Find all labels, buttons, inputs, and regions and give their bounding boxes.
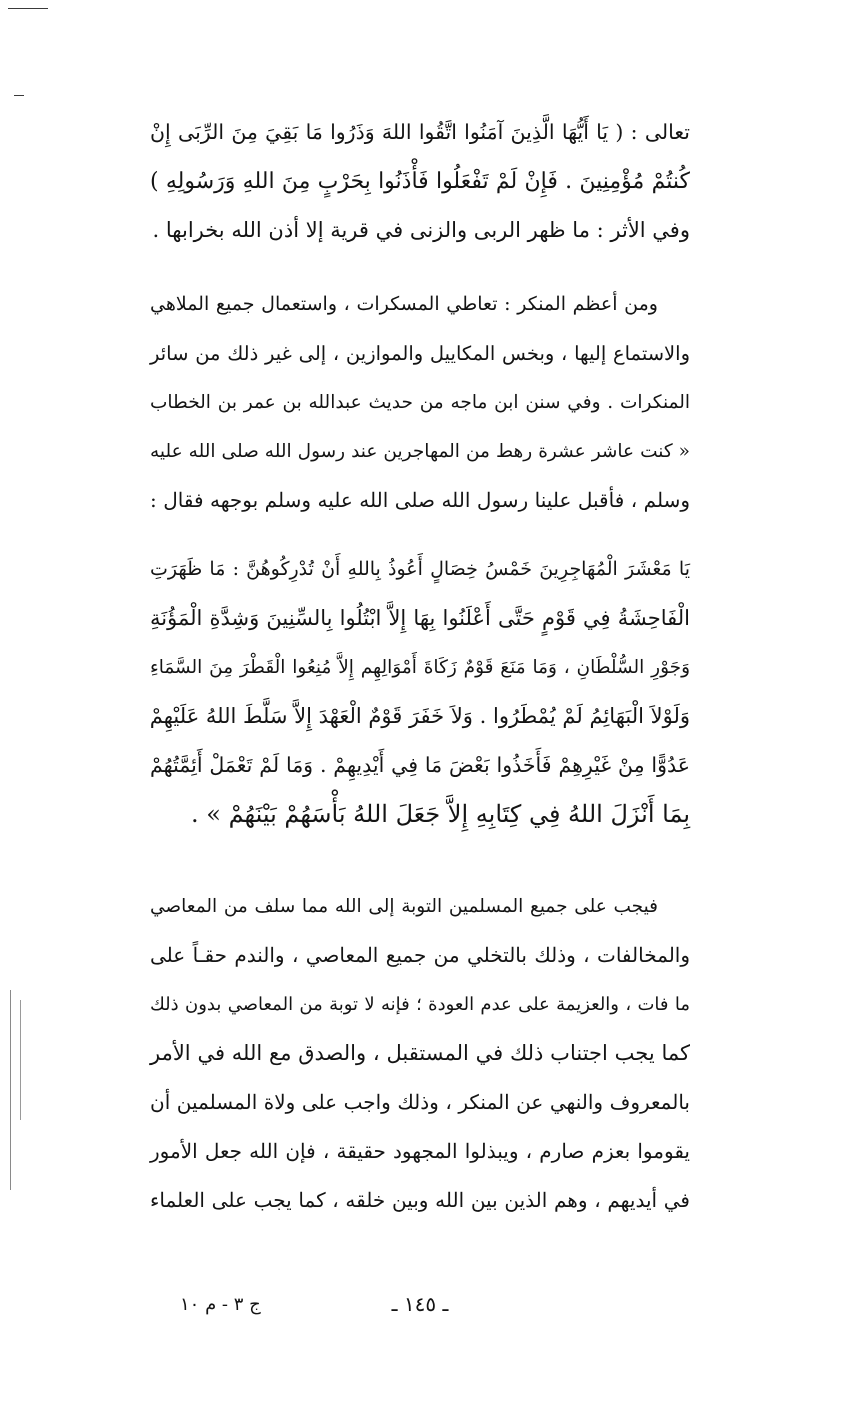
text-line: ومن أعظم المنكر : تعاطي المسكرات ، واستعمال جميع الملاهي [150,293,658,315]
text-line: فيجب على جميع المسلمين التوبة إلى الله مما سلف من المعاصي [150,896,658,917]
text-line: ما فات ، والعزيمة على عدم العودة ؛ فإنه لا توبة من المعاصي بدون ذلك [150,994,690,1015]
text-line: وفي الأثر : ما ظهر الربى والزنى في قرية إلا أذن الله بخرابها . [152,218,690,242]
scan-edge-mark-left-2 [20,1000,21,1120]
text-line: المنكرات . وفي سنن ابن ماجه من حديث عبدالله بن عمر بن الخطاب [150,392,690,413]
text-line: « كنت عاشر عشرة رهط من المهاجرين عند رسول الله صلى الله عليه [150,441,690,462]
volume-signature: ج ٣ - م ١٠ [180,1294,261,1315]
text-line: كُنتُمْ مُؤْمِنِينَ . فَإِنْ لَمْ تَفْعَلُوا فَأْذَنُوا بِحَرْبٍ مِنَ اللهِ وَرَسُولِهِ ) [150,169,690,194]
text-line: الْفَاحِشَةُ فِي قَوْمٍ حَتَّى أَعْلَنُوا بِهَا إِلاَّ ابْتُلُوا بِالسِّنِينَ وَشِدَّةِ الْمَؤُنَةِ [150,606,690,630]
hadith-quote-block [150,545,690,839]
text-line: وَجَوْرِ السُّلْطَانِ ، وَمَا مَنَعَ قَوْمٌ زَكَاةَ أَمْوَالِهِم إِلاَّ مُنِعُوا الْقَطْرَ مِنَ السَّمَاءِ [150,657,690,678]
text-line: تعالى : ( يَا أَيُّهَا الَّذِينَ آمَنُوا اتَّقُوا اللهَ وَذَرُوا مَا بَقِيَ مِنَ الرِّبَى إِنْ [150,120,690,144]
page-number: ـ ١٤٥ ـ [391,1292,449,1316]
text-line: بِمَا أَنْزَلَ اللهُ فِي كِتَابِهِ إِلاَّ جَعَلَ اللهُ بَأْسَهُمْ بَيْنَهُمْ » . [191,800,690,828]
text-line: وسلم ، فأقبل علينا رسول الله صلى الله عليه وسلم بوجهه فقال : [150,488,690,512]
text-line: وَلَوْلاَ الْبَهَائِمُ لَمْ يُمْطَرُوا . وَلاَ خَفَرَ قَوْمٌ الْعَهْدَ إِلاَّ سَلَّطَ اللهُ عَلَيْهِمْ [149,704,690,728]
text-line: في أيديهم ، وهم الذين بين الله وبين خلقه ، كما يجب على العلماء [150,1188,690,1212]
quran-verse-block [150,108,690,255]
scan-edge-mark-left [10,990,11,1190]
paragraph-munkar [150,280,690,525]
text-line: بالمعروف والنهي عن المنكر ، وذلك واجب على ولاة المسلمين أن [150,1090,690,1114]
text-line: كما يجب اجتناب ذلك في المستقبل ، والصدق مع الله في الأمر [150,1041,690,1065]
text-line: يقوموا بعزم صارم ، ويبذلوا المجهود حقيقة ، فإن الله جعل الأمور [150,1139,690,1163]
text-line: والاستماع إليها ، وبخس المكاييل والموازين ، إلى غير ذلك من سائر [150,342,690,365]
scan-edge-mark-top [8,8,48,9]
text-line: عَدُوًّا مِنْ غَيْرِهِمْ فَأَخَذُوا بَعْضَ مَا فِي أَيْدِيهِمْ . وَمَا لَمْ تَعْمَلْ أَئِمَّتُهُمْ [150,753,690,777]
scan-edge-mark-upper [14,95,24,96]
text-line: يَا مَعْشَرَ الْمُهَاجِرِينَ خَمْسُ خِصَالٍ أَعُوذُ بِاللهِ أَنْ تُدْرِكُوهُنَّ : مَا ظَهَرَتِ [150,558,690,580]
page-footer [150,1292,690,1322]
paragraph-tawba [150,882,690,1225]
text-line: والمخالفات ، وذلك بالتخلي من جميع المعاصي ، والندم حقـاً على [150,943,690,967]
